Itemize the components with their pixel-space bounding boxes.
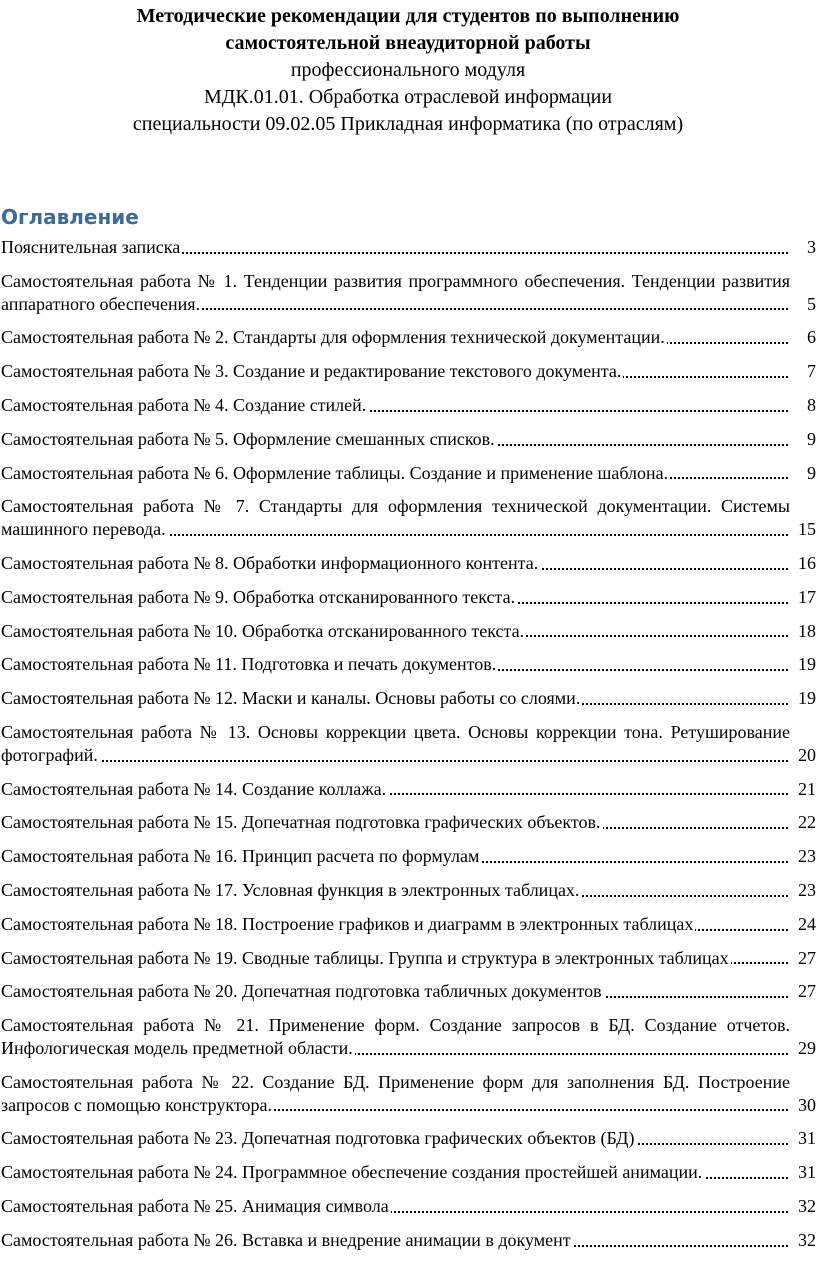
toc-entry-title: Самостоятельная работа № 14. Создание коллажа. bbox=[1, 778, 387, 799]
toc-entry[interactable] bbox=[1, 586, 816, 609]
toc-entry[interactable] bbox=[1, 778, 816, 801]
toc-heading: Оглавление bbox=[1, 205, 139, 229]
table-of-contents bbox=[1, 236, 816, 1263]
toc-entry-page: 22 bbox=[790, 811, 816, 834]
toc-entry-title: Самостоятельная работа № 25. Анимация символа bbox=[1, 1195, 389, 1216]
toc-entry[interactable] bbox=[1, 687, 816, 710]
toc-entry-page: 8 bbox=[790, 394, 816, 417]
toc-entry[interactable] bbox=[1, 495, 816, 541]
toc-entry-page: 6 bbox=[790, 326, 816, 349]
toc-entry-title: Самостоятельная работа № 24. Программное обеспечение создания простейшей анимации. bbox=[1, 1162, 703, 1183]
toc-entry[interactable] bbox=[1, 653, 816, 676]
toc-entry-page: 31 bbox=[790, 1161, 816, 1184]
toc-entry-page: 17 bbox=[790, 586, 816, 609]
toc-entry-page: 18 bbox=[790, 620, 816, 643]
toc-entry[interactable] bbox=[1, 326, 816, 349]
toc-entry-title: Самостоятельная работа № 6. Оформление таблицы. Создание и применение шаблона. bbox=[1, 462, 669, 483]
toc-entry[interactable] bbox=[1, 620, 816, 643]
toc-entry-title: Самостоятельная работа № 11. Подготовка и печать документов. bbox=[1, 654, 497, 675]
toc-entry-title: Самостоятельная работа № 26. Вставка и внедрение анимации в документ bbox=[1, 1229, 571, 1250]
toc-entry-page: 27 bbox=[790, 947, 816, 970]
toc-entry-page: 16 bbox=[790, 552, 816, 575]
toc-entry-page: 9 bbox=[790, 428, 816, 451]
toc-entry-title: Самостоятельная работа № 10. Обработка отсканированного текста. bbox=[1, 620, 525, 641]
toc-entry-page: 30 bbox=[790, 1094, 816, 1117]
toc-entry-title: Самостоятельная работа № 12. Маски и каналы. Основы работы со слоями. bbox=[1, 688, 581, 709]
module-line: профессионального модуля bbox=[290, 59, 526, 81]
toc-entry-title: Самостоятельная работа № 15. Допечатная подготовка графических объектов. bbox=[1, 812, 601, 833]
toc-entry-page: 32 bbox=[790, 1195, 816, 1218]
toc-entry-page: 31 bbox=[790, 1127, 816, 1150]
toc-entry[interactable] bbox=[1, 913, 816, 936]
toc-entry-page: 20 bbox=[790, 744, 816, 767]
toc-entry[interactable] bbox=[1, 811, 816, 834]
toc-entry[interactable] bbox=[1, 1195, 816, 1218]
toc-entry[interactable] bbox=[1, 947, 816, 970]
toc-entry-page: 23 bbox=[790, 879, 816, 902]
toc-entry-title: Самостоятельная работа № 16. Принцип расчета по формулам bbox=[1, 846, 480, 867]
toc-entry-page: 5 bbox=[790, 293, 816, 316]
toc-entry-page: 3 bbox=[790, 236, 816, 259]
toc-entry-title: Самостоятельная работа № 21. Применение форм. Создание запросов в БД. Создание отчетов. Инфологическая модель предметной области. bbox=[1, 1015, 790, 1058]
specialty-line: специальности 09.02.05 Прикладная информатика (по отраслям) bbox=[132, 113, 684, 135]
title-line-2: самостоятельной внеаудиторной работы bbox=[225, 32, 591, 54]
toc-entry-page: 15 bbox=[790, 518, 816, 541]
toc-entry[interactable] bbox=[1, 1127, 816, 1150]
toc-entry[interactable] bbox=[1, 1014, 816, 1060]
toc-entry[interactable] bbox=[1, 360, 816, 383]
toc-entry-title: Самостоятельная работа № 8. Обработки информационного контента. bbox=[1, 552, 539, 573]
toc-entry-page: 19 bbox=[790, 687, 816, 710]
toc-entry-title: Самостоятельная работа № 23. Допечатная подготовка графических объектов (БД) bbox=[1, 1128, 635, 1149]
toc-entry-title: Самостоятельная работа № 1. Тенденции развития программного обеспечения. Тенденции развития аппаратного обеспечения. bbox=[1, 270, 790, 314]
toc-entry-page: 7 bbox=[790, 360, 816, 383]
toc-entry[interactable] bbox=[1, 879, 816, 902]
toc-entry[interactable] bbox=[1, 1229, 816, 1252]
toc-entry-title: Самостоятельная работа № 13. Основы коррекции цвета. Основы коррекции тона. Ретуширование фотографий. bbox=[1, 721, 790, 765]
toc-entry[interactable] bbox=[1, 270, 816, 316]
toc-entry[interactable] bbox=[1, 845, 816, 868]
toc-entry-page: 19 bbox=[790, 653, 816, 676]
toc-entry-page: 23 bbox=[790, 845, 816, 868]
toc-entry-title: Самостоятельная работа № 7. Стандарты для оформления технической документации. Системы машинного перевода. bbox=[1, 496, 790, 540]
toc-entry-title: Самостоятельная работа № 22. Создание БД. Применение форм для заполнения БД. Построение запросов с помощью конструктора. bbox=[1, 1071, 790, 1115]
toc-entry-title: Самостоятельная работа № 3. Создание и редактирование текстового документа. bbox=[1, 361, 622, 382]
document-title bbox=[0, 3, 816, 138]
toc-entry-title: Самостоятельная работа № 17. Условная функция в электронных таблицах. bbox=[1, 879, 580, 900]
toc-entry-title: Самостоятельная работа № 20. Допечатная подготовка табличных документов bbox=[1, 981, 602, 1002]
toc-entry[interactable] bbox=[1, 1161, 816, 1184]
toc-entry-page: 32 bbox=[790, 1229, 816, 1252]
toc-entry[interactable] bbox=[1, 1071, 816, 1117]
toc-entry-page: 29 bbox=[790, 1037, 816, 1060]
toc-entry-title: Самостоятельная работа № 5. Оформление смешанных списков. bbox=[1, 428, 495, 449]
toc-entry[interactable] bbox=[1, 236, 816, 259]
toc-entry[interactable] bbox=[1, 552, 816, 575]
title-line-1: Методические рекомендации для студентов по выполнению bbox=[136, 5, 680, 27]
toc-entry-page: 27 bbox=[790, 980, 816, 1003]
toc-entry-title: Самостоятельная работа № 19. Сводные таблицы. Группа и структура в электронных таблицах bbox=[1, 947, 729, 968]
toc-entry[interactable] bbox=[1, 980, 816, 1003]
toc-entry[interactable] bbox=[1, 721, 816, 767]
toc-entry-title: Самостоятельная работа № 9. Обработка отсканированного текста. bbox=[1, 586, 516, 607]
toc-entry[interactable] bbox=[1, 428, 816, 451]
toc-entry[interactable] bbox=[1, 462, 816, 485]
toc-entry-page: 24 bbox=[790, 913, 816, 936]
toc-entry-page: 9 bbox=[790, 462, 816, 485]
toc-entry-title: Пояснительная записка bbox=[1, 237, 181, 257]
toc-entry[interactable] bbox=[1, 394, 816, 417]
toc-entry-page: 21 bbox=[790, 778, 816, 801]
toc-entry-title: Самостоятельная работа № 4. Создание стилей. bbox=[1, 394, 367, 415]
course-line: МДК.01.01. Обработка отраслевой информации bbox=[203, 86, 613, 108]
toc-entry-title: Самостоятельная работа № 2. Стандарты для оформления технической документации. bbox=[1, 327, 665, 348]
toc-entry-title: Самостоятельная работа № 18. Построение графиков и диаграмм в электронных таблицах bbox=[1, 913, 694, 934]
